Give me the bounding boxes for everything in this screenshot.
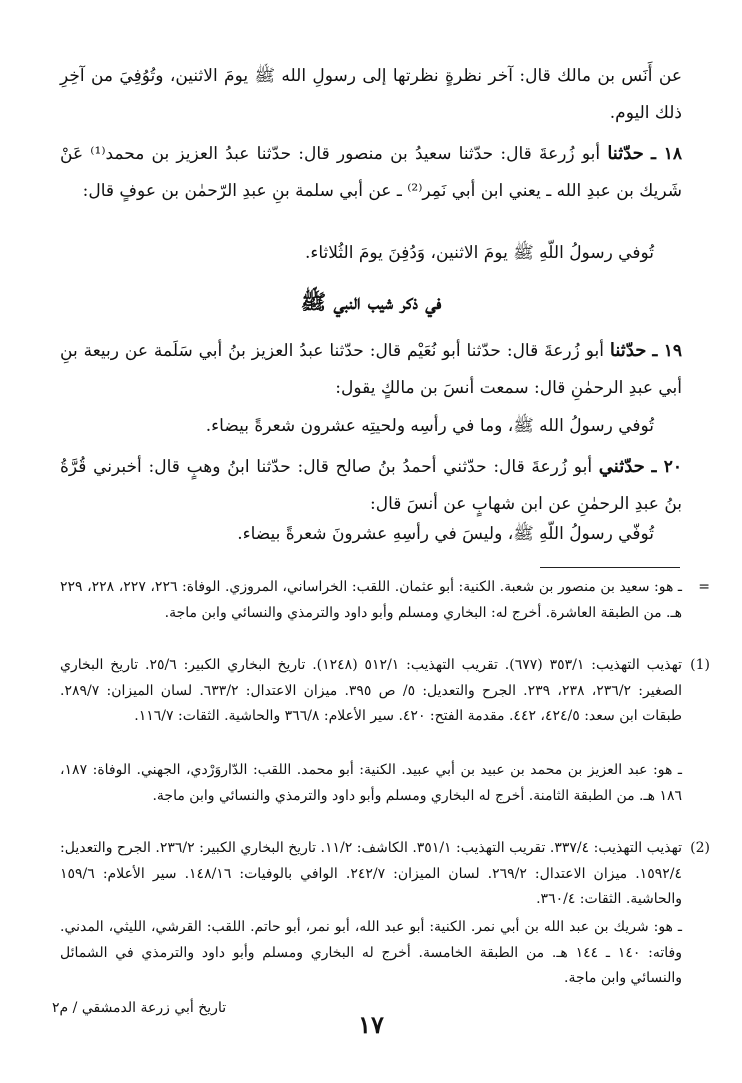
hadith-number: ٢٠ ـ (651, 457, 682, 477)
footnote-1-bio: ـ هو: عبد العزيز بن محمد بن عبيد بن أبي عبيد. الكنية: أبو محمد. اللقب: الدّاروَرْدي، الجهني. الوفاة: ١٨٧، ١٨٦ هـ. من الطبقة الثامنة. أخرج له البخاري ومسلم وأبو داود والترمذي والنسائي وابن ماجة. (60, 762, 682, 804)
footnote-continued (60, 575, 710, 626)
footnote-text: تهذيب التهذيب: ٣٥٣/١ (٦٧٧). تقريب التهذيب: ٥١٢/١ (١٢٤٨). تاريخ البخاري الكبير: ٢٥/٦. تاريخ البخاري الصغير: ٢٣٦/٢، ٢٣٨، ٢٣٩. الجرح والتعديل: ٥/ ص ٣٩٥. ميزان الاعتدال: ٦٣٣/٢. لسان الميزان: ٢٨٩/٧. طبقات ابن سعد: ٤٢٤/٥، ٤٤٢. مقدمة الفتح: ٤٢٠. سير الأعلام: ٣٦٦/٨ والحاشية. الثقات: ١١٦/٧. (60, 657, 683, 724)
hadith-chain: أبو زُرعةَ قال: حدّثنا أبو نُعَيْم قال: حدّثنا عبدُ العزيز بنُ أبي سَلَمة عن ربيعة بنِ أبي عبدِ الرحمٰنِ قال: سمعت أنسَ بن مالكٍ يقول: (60, 341, 682, 398)
footnote-2 (60, 836, 710, 913)
hadith-20 (60, 448, 682, 523)
footnote-1 (60, 653, 710, 730)
hadith-number: ١٩ ـ (652, 341, 683, 361)
opening-paragraph: عن أَنَس بن مالك قال: آخر نظرةٍ نظرتها إلى رسولِ الله ﷺ يومَ الاثنين، وتُوُفِيَ من آخِرِ ذلك اليوم. (60, 66, 682, 123)
running-footer: تاريخ أبي زرعة الدمشقي / م٢ (52, 1000, 227, 1016)
footnote-marker: (1) (690, 657, 710, 673)
footnote-divider (540, 567, 680, 568)
haddathani-word: حدّثني (598, 456, 645, 477)
footnote-text: ـ هو: سعيد بن منصور بن شعبة. الكنية: أبو عثمان. اللقب: الخراساني، المروزي. الوفاة: ٢٢٦، ٢٢٧، ٢٢٨، ٢٢٩ هـ. من الطبقة العاشرة. أخرج له: البخاري ومسلم وأبو داود والترمذي والنسائي وابن ماجة. (60, 579, 683, 621)
hadith-chain: أبو زُرعةَ قال: حدّثني أحمدُ بنُ صالح قال: حدّثنا ابنُ وهبٍ قال: أخبرني قُرَّةُ بنُ عبدِ الرحمٰنِ عن ابن شهابٍ عن أنسَ قال: (60, 457, 682, 514)
hadith-18-text: تُوفي رسولُ اللّهِ ﷺ يومَ الاثنين، وَدُفِنَ يومَ الثُلاثاء. (304, 243, 654, 263)
hadith-19-text: تُوفي رسولُ الله ﷺ، وما في رأسِه ولحيتِه عشرون شعرةً بيضاء. (205, 416, 654, 436)
hadith-20-text: تُوفّي رسولُ اللّهِ ﷺ، وليسَ في رأسِهِ عشرونَ شعرةً بيضاء. (237, 524, 654, 544)
haddathana-word: حدّثنا (607, 143, 644, 164)
hadith-number: ١٨ ـ (651, 144, 683, 164)
footnote-marker: (2) (690, 840, 710, 856)
hadith-18 (60, 135, 682, 210)
hadith-chain: أبو زُرعةَ قال: حدّثنا سعيدُ بن منصور قال: حدّثنا عبدُ العزيز بن محمد⁽¹⁾ عَنْ شَريك بن عبدِ الله ـ يعني ابن أبي نَمِر⁽²⁾ ـ عن أبي سلمة بنِ عبدِ الرّحمٰن بن عوفٍ قال: (60, 144, 682, 201)
hadith-19 (60, 332, 682, 407)
section-heading: في ذكر شيب النبي ﷺ (300, 289, 442, 314)
haddathana-word: حدّثنا (609, 340, 647, 361)
footnote-text: تهذيب التهذيب: ٣٣٧/٤. تقريب التهذيب: ٣٥١/١. الكاشف: ١١/٢. تاريخ البخاري الكبير: ٢٣٦/٢. الجرح والتعديل: ١٥٩٢/٤. ميزان الاعتدال: ٢٦٩/٢. لسان الميزان: ٢٤٢/٧. الوافي بالوفيات: ١٤٨/١٦. سير الأعلام: ١٥٩/٦ والحاشية. الثقات: ٣٦٠/٤. (60, 840, 682, 907)
footnote-2-bio: ـ هو: شريك بن عبد الله بن أبي نمر. الكنية: أبو عبد الله، أبو نمر، أبو حاتم. اللقب: القرشي، الليثي، المدني. وفاته: ١٤٠ ـ ١٤٤ هـ. من الطبقة الخامسة. أخرج له البخاري ومسلم وأبو داود والترمذي في الشمائل والنسائي وابن ماجة. (60, 919, 682, 986)
footnote-marker: = (698, 579, 710, 595)
page-number: ١٧ (358, 1010, 384, 1039)
